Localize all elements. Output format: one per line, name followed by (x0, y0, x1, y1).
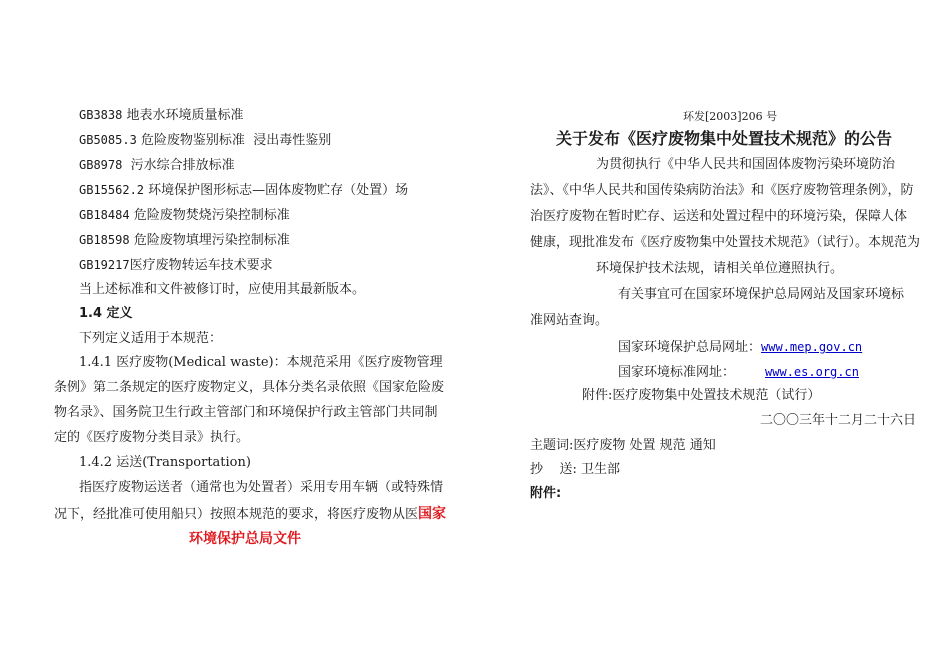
std-website-link[interactable]: www.es.org.cn (765, 365, 859, 379)
definitions-intro: 下列定义适用于本规范： (79, 331, 223, 346)
standard-item-gb5085 (79, 131, 331, 150)
doc-number: 环发[2003]206 号 (683, 110, 778, 123)
standard-item-gb18484 (79, 206, 290, 225)
standard-code: GB15562.2 (79, 183, 145, 197)
def-141-line: 1.4.1 医疗废物(Medical waste)：本规范采用《医疗废物管理 (79, 355, 443, 370)
def-142-line (54, 505, 446, 524)
section-heading: 1.4 定义 (79, 306, 133, 321)
standard-name: 污水综合排放标准 (122, 158, 235, 173)
def-141-line: 条例》第二条规定的医疗废物定义，具体分类名录依照《国家危险废 (54, 380, 445, 395)
standard-name: 危险废物填埋污染控制标准 (129, 233, 290, 248)
standard-code: GB3838 (79, 108, 123, 122)
standard-name: 环境保护图形标志—固体废物贮存（处置）场 (144, 183, 409, 198)
standard-code: GB8978 (79, 158, 123, 172)
body-line: 健康，现批准发布《医疗废物集中处置技术规范》（试行）。本规范为 (530, 235, 921, 250)
def-141-line: 物名录》、国务院卫生行政主管部门和环境保护行政主管部门共同制 (54, 405, 438, 420)
query-line: 有关事宜可在国家环境保护总局网站及国家环境标 (618, 287, 905, 302)
standard-code: GB19217 (79, 258, 130, 272)
standard-item-gb8978 (79, 156, 235, 175)
keywords-line: 主题词:医疗废物 处置 规范 通知 (530, 438, 716, 453)
sepa-website-link[interactable]: www.mep.gov.cn (761, 340, 863, 354)
revision-note: 当上述标准和文件被修订时，应使用其最新版本。 (79, 282, 366, 297)
issue-date: 二〇〇三年十二月二十六日 (760, 413, 917, 428)
standard-code: GB18598 (79, 233, 130, 247)
cc-line: 抄 送: 卫生部 (530, 462, 621, 477)
body-line: 法》、《中华人民共和国传染病防治法》和《医疗废物管理条例》，防 (530, 183, 914, 198)
sepa-website-label: 国家环境保护总局网址： (618, 340, 762, 355)
body-line: 治医疗废物在暂时贮存、运送和处置过程中的环境污染，保障人体 (530, 209, 908, 224)
body-line: 为贯彻执行《中华人民共和国固体废物污染环境防治 (596, 157, 896, 172)
standard-name: 危险废物鉴别标准 浸出毒性鉴别 (136, 133, 332, 148)
standard-code: GB5085.3 (79, 133, 137, 147)
red-header-fragment: 环境保护总局文件 (189, 531, 301, 547)
attachment-heading: 附件: (530, 486, 562, 501)
attachment-line: 附件:医疗废物集中处置技术规范（试行） (582, 388, 821, 403)
standard-name: 地表水环境质量标准 (122, 108, 244, 123)
def-141-line: 定的《医疗废物分类目录》执行。 (54, 430, 250, 445)
standard-code: GB18484 (79, 208, 130, 222)
def-142-text: 况下，经批准可使用船只）按照本规范的要求，将医疗废物从医 (54, 507, 419, 522)
query-line: 准网站查询。 (530, 313, 609, 328)
std-website-label: 国家环境标准网址： (618, 365, 736, 380)
sepa-website-row (618, 338, 862, 357)
standard-item-gb3838 (79, 106, 244, 125)
page-title: 关于发布《医疗废物集中处置技术规范》的公告 (556, 129, 893, 148)
red-header-fragment: 国家 (418, 506, 447, 522)
standard-item-gb15562 (79, 181, 408, 200)
def-142-line: 指医疗废物运送者（通常也为处置者）采用专用车辆（或特殊情 (79, 480, 444, 495)
std-website-row (618, 363, 859, 382)
standard-name: 危险废物焚烧污染控制标准 (129, 208, 290, 223)
standard-item-gb18598 (79, 231, 290, 250)
standard-name: 医疗废物转运车技术要求 (129, 258, 273, 273)
body-line: 环境保护技术法规，请相关单位遵照执行。 (596, 261, 844, 276)
standard-item-gb19217 (79, 256, 273, 275)
def-142-heading: 1.4.2 运送(Transportation) (79, 455, 251, 470)
